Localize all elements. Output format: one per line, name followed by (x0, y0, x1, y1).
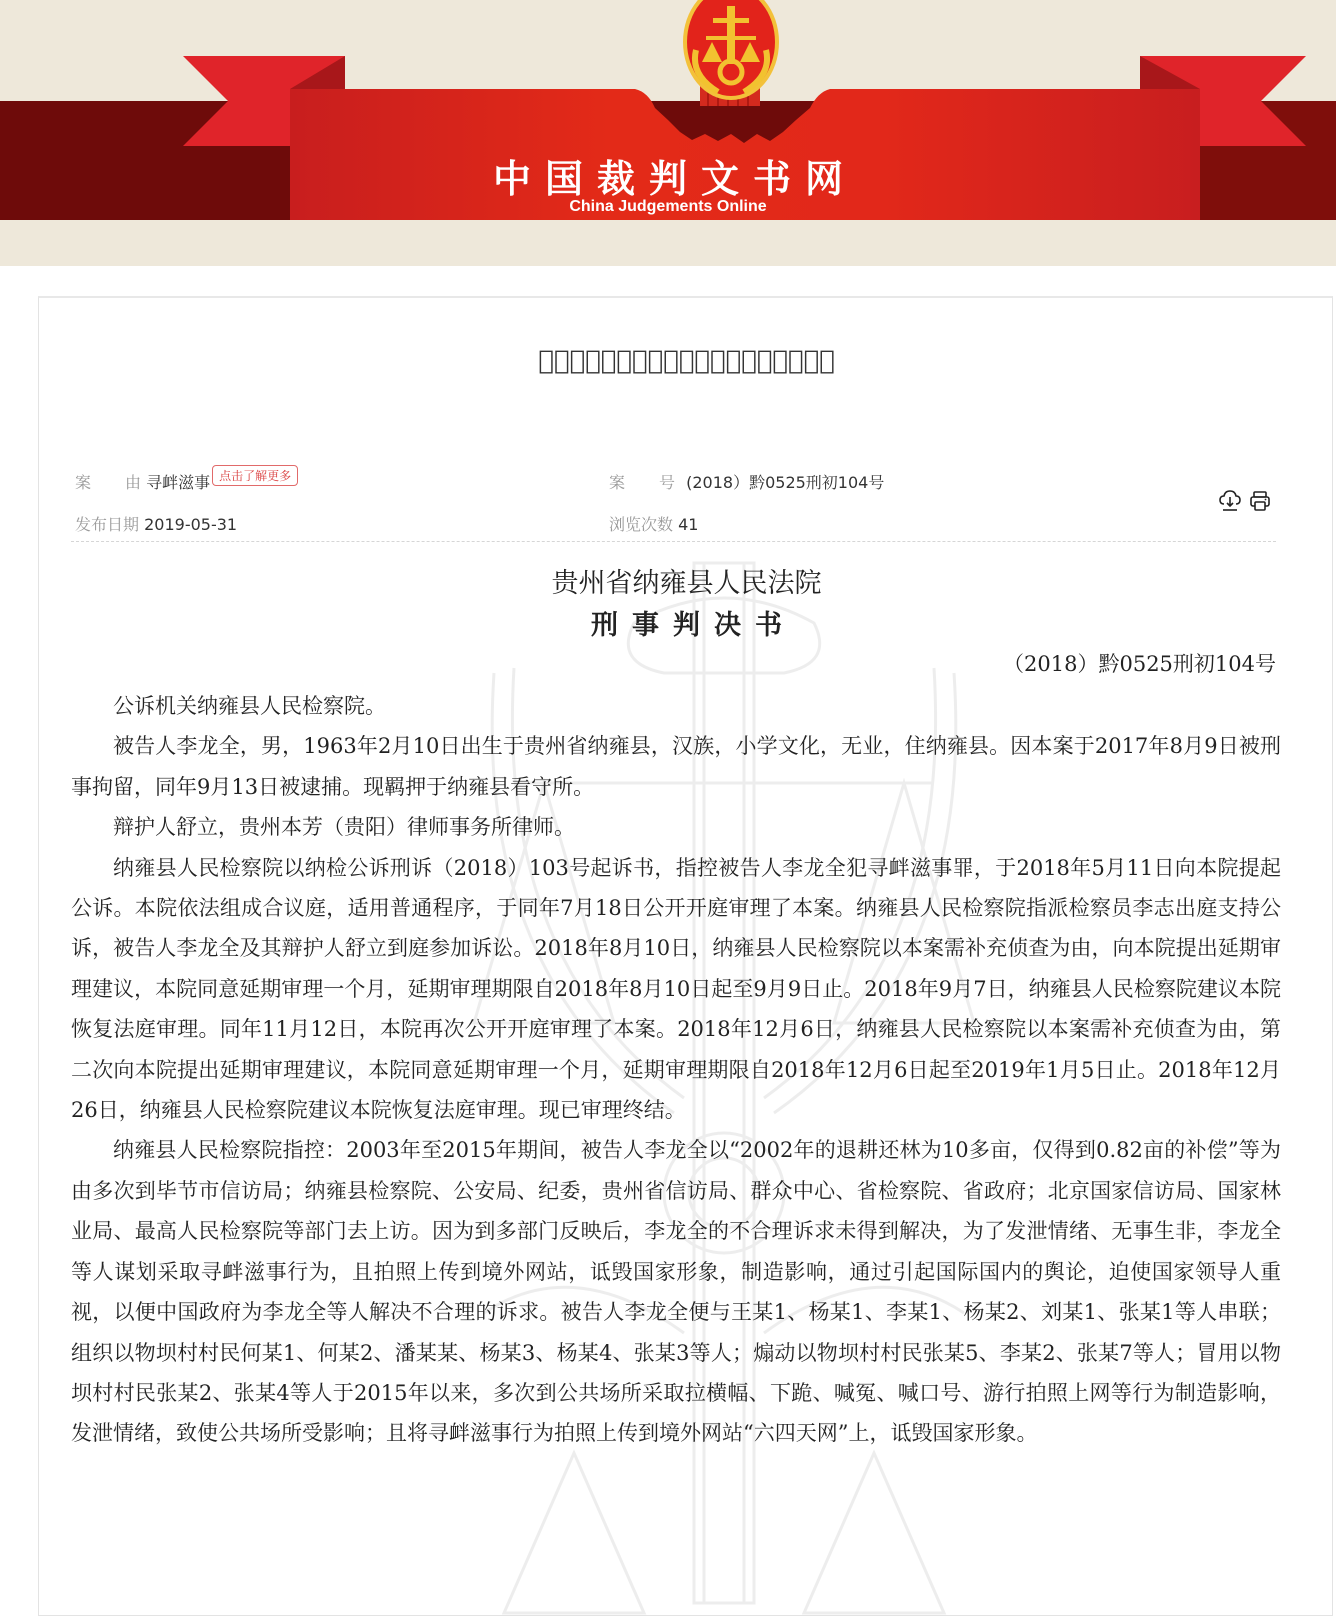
site-name-en: China Judgements Online (569, 198, 767, 215)
view-count-label: 浏览次数 (609, 515, 674, 534)
case-no-label-2: 号 (659, 473, 676, 492)
site-header (0, 0, 1336, 266)
paragraph: 公诉机关纳雍县人民检察院。 (113, 694, 386, 718)
print-icon[interactable] (1249, 490, 1271, 512)
publish-date-value: 2019-05-31 (144, 515, 238, 534)
document-title: 𬈖告人李龙全寻衅滋事一案一审刑事判决书 (538, 346, 835, 376)
site-name-cn: 中国裁判文书网 (492, 157, 857, 201)
download-icon[interactable] (1219, 490, 1241, 512)
document-actions (1219, 490, 1271, 512)
paragraph: 纳雍县人民检察院指控：2003年至2015年期间，被告人李龙全以“2002年的退耕还林为10多亩，仅得到0.82亩的补偿”等为由多次到毕节市信访局；纳雍县检察院、公安局、纪委，贵州省信访局、群众中心、省检察院、省政府；北京国家信访局、国家林业局、最高人民检察院等部门去上访。因为到多部门反映后，李龙全的不合理诉求未得到解决，为了发泄情绪、无事生非，李龙全等人谋划采取寻衅滋事行为，且拍照上传到境外网站，诋毁国家形象，制造影响，通过引起国际国内的舆论，迫使国家领导人重视，以便中国政府为李龙全等人解决不合理的诉求。被告人李龙全便与王某1、杨某1、李某1、杨某2、刘某1、张某1等人串联；组织以物坝村村民何某1、何某2、潘某某、杨某3、杨某4、张某3等人；煽动以物坝村村民张某5、李某2、张某7等人；冒用以物坝村村民张某2、张某4等人于2015年以来，多次到公共场所采取拉横幅、下跪、喊冤、喊口号、游行拍照上网等行为制造影响，发泄情绪，致使公共场所受影响；且将寻衅滋事行为拍照上传到境外网站“六四天网”上，诋毁国家形象。 (71, 1138, 1281, 1446)
cause-label-2: 由 (125, 473, 142, 492)
court-name: 贵州省纳雍县人民法院 (551, 568, 822, 599)
judgment-case-number: （2018）黔0525刑初104号 (1003, 652, 1276, 676)
paragraph: 被告人李龙全，男，1963年2月10日出生于贵州省纳雍县，汉族，小学文化，无业，住纳雍县。因本案于2017年8月9日被刑事拘留，同年9月13日被逮捕。现羁押于纳雍县看守所。 (71, 734, 1281, 799)
view-count-field (609, 512, 698, 535)
judgment-body (71, 686, 1281, 1454)
document-card (38, 296, 1333, 1616)
paragraph: 纳雍县人民检察院以纳检公诉刑诉（2018）103号起诉书，指控被告人李龙全犯寻衅滋事罪，于2018年5月11日向本院提起公诉。本院依法组成合议庭，适用普通程序，于同年7月18日公开开庭审理了本案。纳雍县人民检察院指派检察员李志出庭支持公诉，被告人李龙全及其辩护人舒立到庭参加诉讼。2018年8月10日，纳雍县人民检察院以本案需补充侦查为由，向本院提出延期审理建议，本院同意延期审理一个月，延期审理期限自2018年8月10日起至9月9日止。2018年9月7日，纳雍县人民检察院建议本院恢复法庭审理。同年11月12日，本院再次公开开庭审理了本案。2018年12月6日，纳雍县人民检察院以本案需补充侦查为由，第二次向本院提出延期审理建议，本院同意延期审理一个月，延期审理期限自2018年12月6日起至2019年1月5日止。2018年12月26日，纳雍县人民检察院建议本院恢复法庭审理。现已审理终结。 (71, 855, 1281, 1123)
learn-more-badge[interactable]: 点击了解更多 (212, 465, 298, 486)
case-number-field (609, 470, 884, 493)
view-count-value: 41 (678, 515, 699, 534)
court-emblem-icon (683, 0, 779, 106)
cause-field (75, 470, 298, 494)
case-no-value: (2018）黔0525刑初104号 (686, 473, 885, 492)
paragraph: 辩护人舒立，贵州本芳（贵阳）律师事务所律师。 (113, 815, 575, 840)
ribbon-banner (0, 0, 1336, 266)
meta-divider (71, 541, 1276, 542)
document-type: 刑事判决书 (591, 610, 796, 641)
cause-label-1: 案 (75, 473, 92, 492)
cause-value[interactable]: 寻衅滋事 (146, 473, 211, 492)
publish-date-field (75, 512, 237, 535)
publish-date-label: 发布日期 (75, 515, 140, 534)
case-no-label-1: 案 (609, 473, 626, 492)
